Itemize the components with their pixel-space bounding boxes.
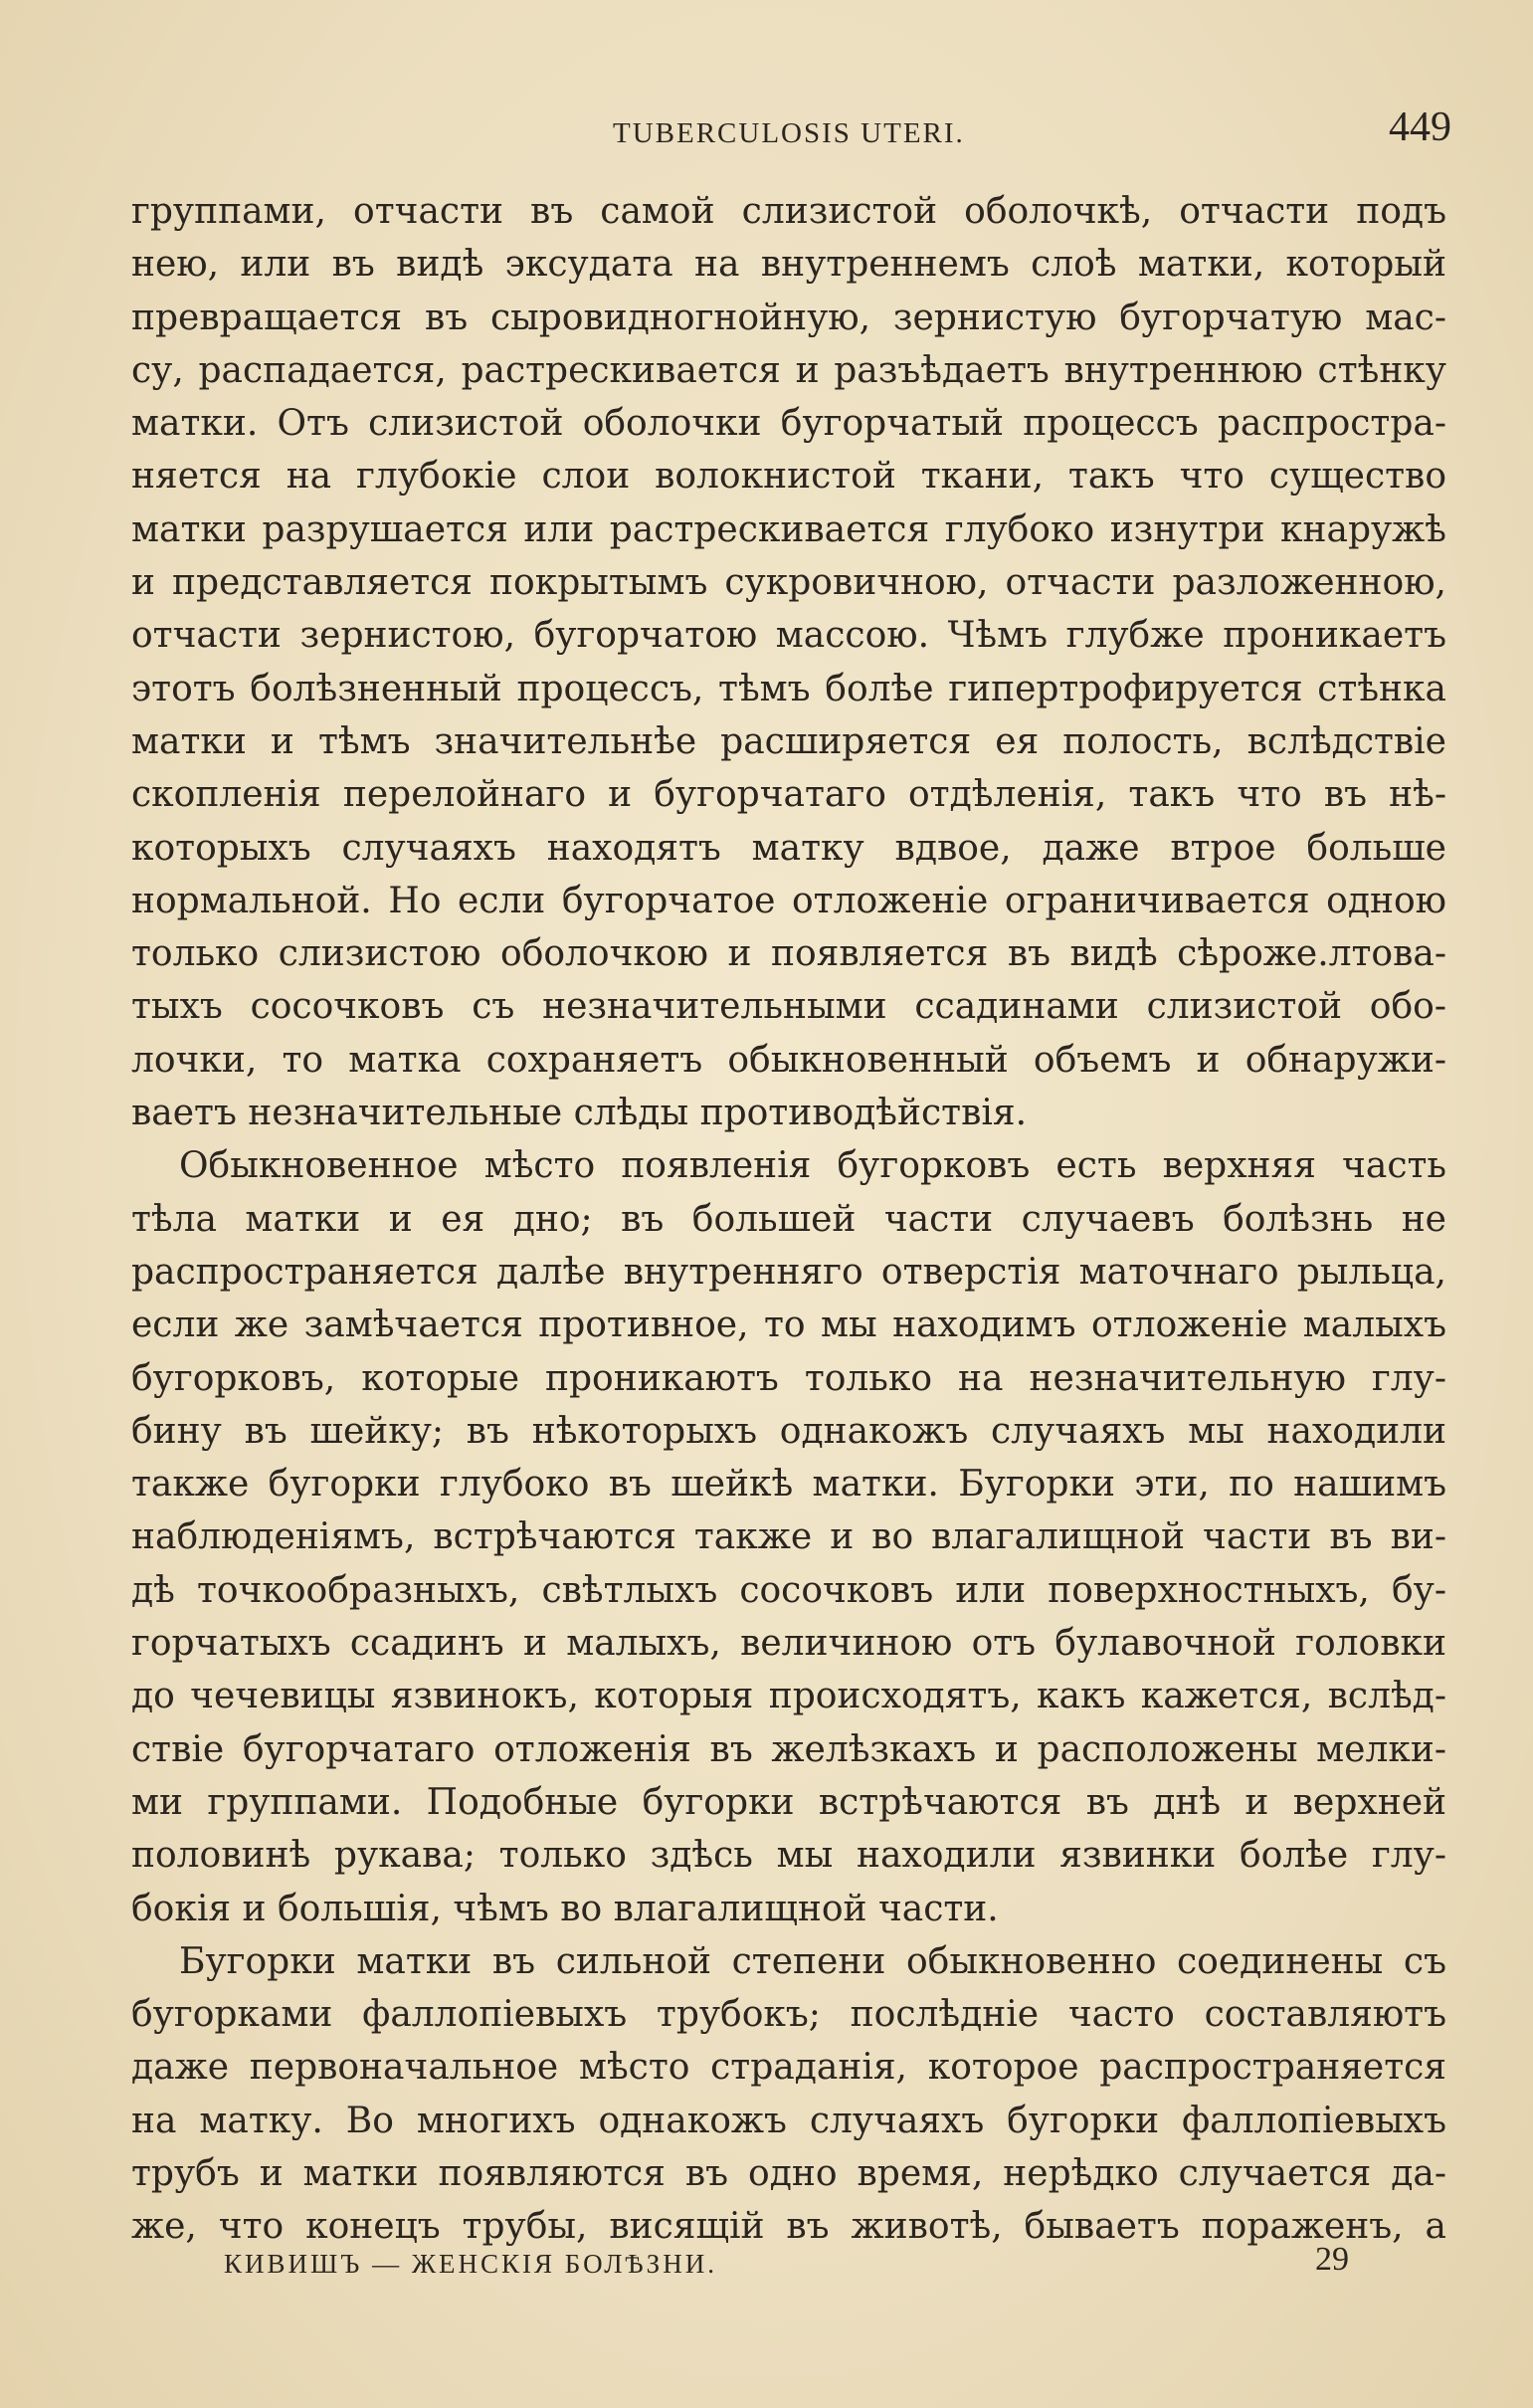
text-line: тѣла матки и ея дно; въ большей части случаевъ болѣзнь не	[131, 1198, 1446, 1240]
text-line: тыхъ сосочковъ съ незначительными ссадинами слизистой обо-	[131, 986, 1446, 1028]
text-line: даже первоначальное мѣсто страданія, которое распространяется	[131, 2047, 1446, 2089]
text-line: бугорковъ, которые проникаютъ только на незначительную глу-	[131, 1357, 1446, 1399]
text-line: превращается въ сыровидногнойную, зернистую бугорчатую мас-	[131, 297, 1446, 338]
running-title: TUBERCULOSIS UTERI.	[613, 117, 965, 149]
text-line: скопленія перелойнаго и бугорчатаго отдѣленія, такъ что въ нѣ-	[131, 774, 1446, 816]
text-line: отчасти зернистою, бугорчатою массою. Чѣмъ глубже проникаетъ	[131, 615, 1446, 657]
paragraph-start-line: Бугорки матки въ сильной степени обыкновенно соединены съ	[179, 1940, 1446, 1982]
text-line: бугорками фаллопіевыхъ трубокъ; послѣдніе часто составляютъ	[131, 1994, 1446, 2036]
text-line: нормальной. Но если бугорчатое отложеніе ограничивается одною	[131, 880, 1446, 921]
footer	[0, 2241, 1533, 2289]
text-line: матки и тѣмъ значительнѣе расширяется ея полость, вслѣдствіе	[131, 720, 1446, 762]
text-line: которыхъ случаяхъ находятъ матку вдвое, даже втрое больше	[131, 827, 1446, 869]
text-line: ваетъ незначительные слѣды противодѣйствія.	[131, 1093, 1028, 1134]
text-line: если же замѣчается противное, то мы находимъ отложеніе малыхъ	[131, 1304, 1446, 1346]
body-text	[131, 185, 1446, 2254]
text-line: до чечевицы язвинокъ, которыя происходятъ, какъ кажется, вслѣд-	[131, 1676, 1446, 1717]
text-line: только слизистою оболочкою и появляется въ видѣ сѣроже.лтова-	[131, 933, 1446, 975]
text-line: наблюденіямъ, встрѣчаются также и во влагалищной части въ ви-	[131, 1516, 1446, 1558]
text-line: группами, отчасти въ самой слизистой оболочкѣ, отчасти подъ	[131, 191, 1446, 232]
text-line: няется на глубокіе слои волокнистой ткани, такъ что существо	[131, 456, 1446, 498]
text-line: ствіе бугорчатаго отложенія въ желѣзкахъ и расположены мелки-	[131, 1728, 1446, 1770]
text-line: бокія и большія, чѣмъ во влагалищной части.	[131, 1888, 999, 1929]
text-line: половинѣ рукава; только здѣсь мы находили язвинки болѣе глу-	[131, 1835, 1446, 1877]
text-line: этотъ болѣзненный процессъ, тѣмъ болѣе гипертрофируется стѣнка	[131, 668, 1446, 709]
running-head	[0, 104, 1533, 167]
text-line: также бугорки глубоко въ шейкѣ матки. Бугорки эти, по нашимъ	[131, 1464, 1446, 1505]
text-line: же, что конецъ трубы, висящій въ животѣ, бываетъ пораженъ, а	[131, 2206, 1446, 2248]
text-line: и представляется покрытымъ сукровичною, отчасти разложенною,	[131, 562, 1446, 604]
text-line: матки разрушается или растрескивается глубоко изнутри кнаружѣ	[131, 508, 1446, 550]
text-line: матки. Отъ слизистой оболочки бугорчатый процессъ распростра-	[131, 403, 1446, 445]
text-line: бину въ шейку; въ нѣкоторыхъ однакожъ случаяхъ мы находили	[131, 1410, 1446, 1452]
text-line: горчатыхъ ссадинъ и малыхъ, величиною отъ булавочной головки	[131, 1623, 1446, 1665]
page-number: 449	[1389, 104, 1451, 150]
text-line: ми группами. Подобные бугорки встрѣчаются въ днѣ и верхней	[131, 1781, 1446, 1823]
text-line: на матку. Во многихъ однакожъ случаяхъ бугорки фаллопіевыхъ	[131, 2100, 1446, 2141]
paragraph-start-line: Обыкновенное мѣсто появленія бугорковъ есть верхняя часть	[179, 1145, 1446, 1187]
text-line: трубъ и матки появляются въ одно время, нерѣдко случается да-	[131, 2152, 1446, 2194]
sheet-number: 29	[1315, 2241, 1349, 2278]
text-line: нею, или въ видѣ эксудата на внутреннемъ слоѣ матки, который	[131, 244, 1446, 286]
text-line: су, распадается, растрескивается и разъѣдаетъ внутреннюю стѣнку	[131, 349, 1446, 391]
signature-mark: КИВИШЪ — ЖЕНСКІЯ БОЛѢЗНИ.	[224, 2249, 717, 2279]
text-line: лочки, то матка сохраняетъ обыкновенный объемъ и обнаружи-	[131, 1039, 1446, 1081]
text-line: дѣ точкообразныхъ, свѣтлыхъ сосочковъ или поверхностныхъ, бу-	[131, 1569, 1446, 1611]
text-line: распространяется далѣе внутренняго отверстія маточнаго рыльца,	[131, 1251, 1446, 1293]
